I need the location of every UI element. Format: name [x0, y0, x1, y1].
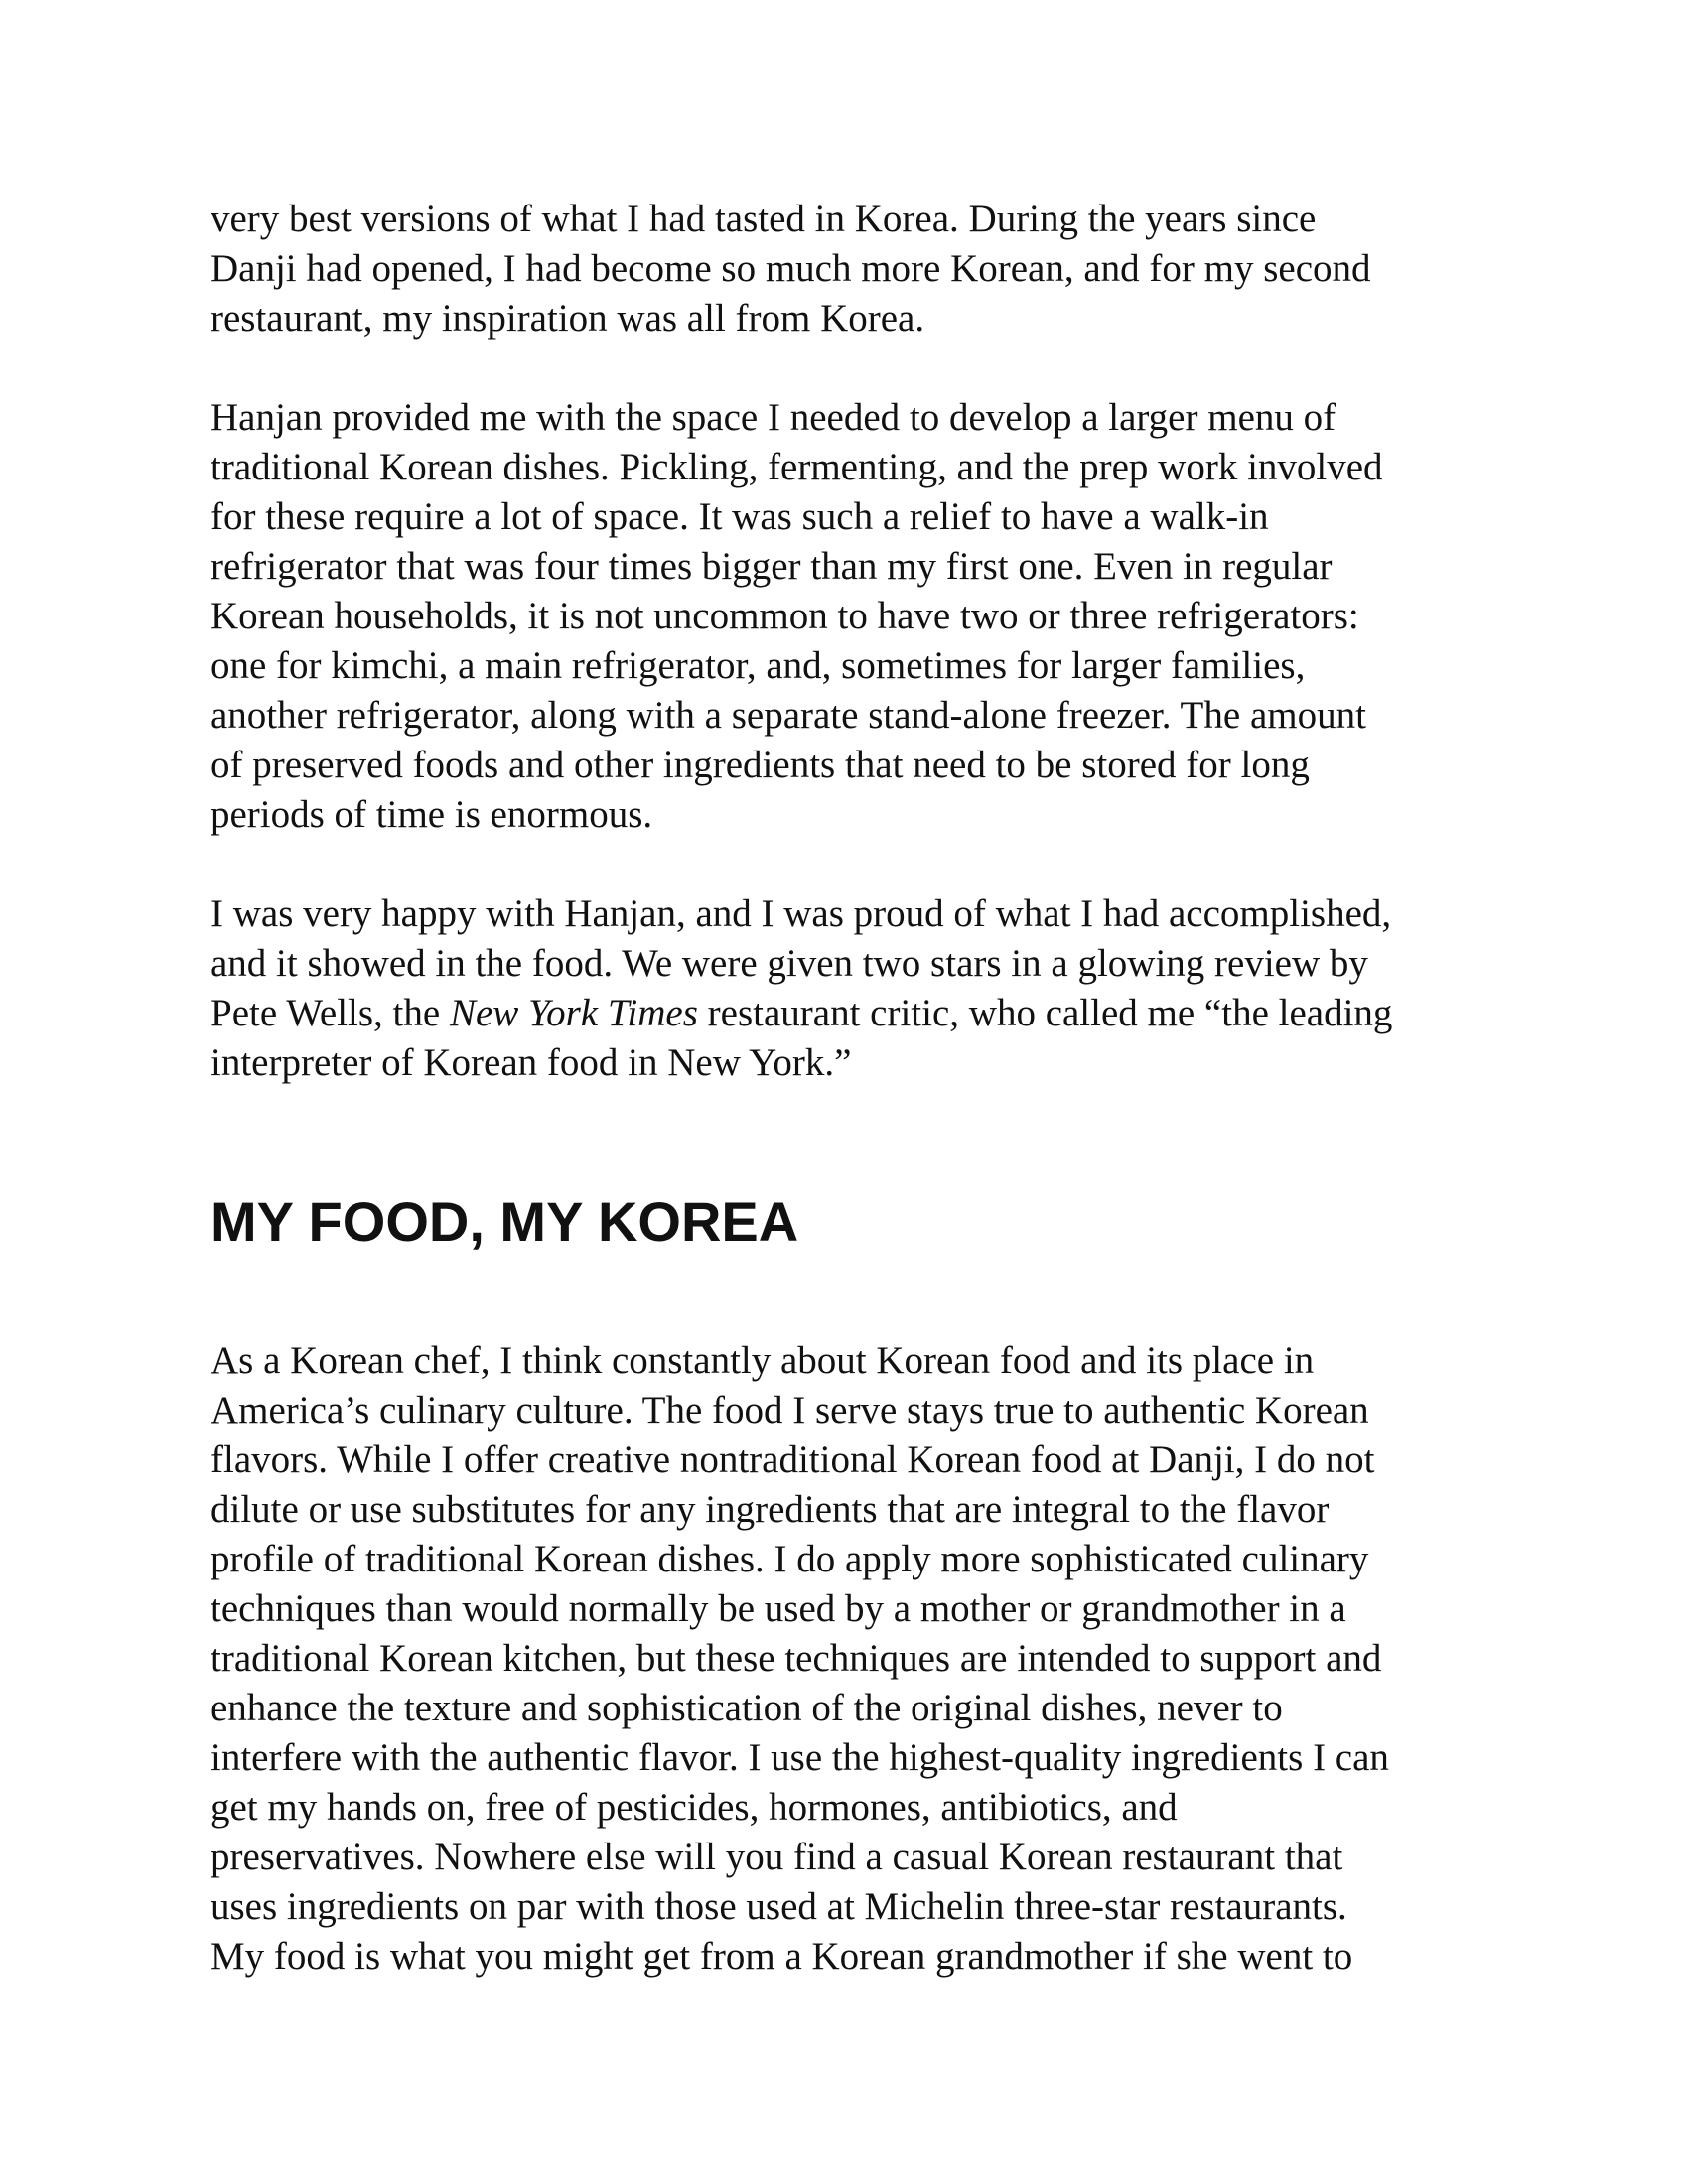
text-line: get my hands on, free of pesticides, hormones, antibiotics, and [211, 1786, 1178, 1829]
paragraph-4 [211, 1336, 1501, 1981]
text-line: for these require a lot of space. It was such a relief to have a walk-in [211, 495, 1269, 538]
paragraph-2 [211, 393, 1501, 840]
text-run: restaurant critic, who called me “the leading [697, 992, 1393, 1034]
page-body [211, 195, 1501, 1981]
text-line: America’s culinary culture. The food I serve stays true to authentic Korean [211, 1389, 1369, 1432]
text-line: interpreter of Korean food in New York.” [211, 1041, 852, 1084]
text-line: interfere with the authentic flavor. I use the highest-quality ingredients I can [211, 1736, 1389, 1779]
publication-title: New York Times [449, 992, 698, 1034]
text-line: Hanjan provided me with the space I needed to develop a larger menu of [211, 396, 1336, 439]
text-line: techniques than would normally be used by a mother or grandmother in a [211, 1587, 1346, 1630]
text-line: enhance the texture and sophistication of the original dishes, never to [211, 1687, 1283, 1729]
text-line: restaurant, my inspiration was all from Korea. [211, 297, 925, 340]
text-line [211, 989, 1501, 1038]
text-line: My food is what you might get from a Korean grandmother if she went to [211, 1935, 1353, 1978]
text-line: uses ingredients on par with those used at Michelin three-star restaurants. [211, 1885, 1347, 1928]
paragraph-1 [211, 195, 1501, 343]
text-line: flavors. While I offer creative nontraditional Korean food at Danji, I do not [211, 1438, 1375, 1481]
section-heading: MY FOOD, MY KOREA [211, 1190, 799, 1253]
text-line: one for kimchi, a main refrigerator, and, sometimes for larger families, [211, 644, 1306, 687]
text-line: I was very happy with Hanjan, and I was proud of what I had accomplished, [211, 892, 1392, 935]
text-line: preservatives. Nowhere else will you find a casual Korean restaurant that [211, 1836, 1343, 1878]
text-line: Korean households, it is not uncommon to have two or three refrigerators: [211, 595, 1359, 637]
text-line: profile of traditional Korean dishes. I do apply more sophisticated culinary [211, 1538, 1369, 1580]
text-line: dilute or use substitutes for any ingredients that are integral to the flavor [211, 1488, 1330, 1531]
text-line: and it showed in the food. We were given two stars in a glowing review by [211, 942, 1368, 985]
text-line: As a Korean chef, I think constantly about Korean food and its place in [211, 1339, 1315, 1382]
text-line: traditional Korean dishes. Pickling, fermenting, and the prep work involved [211, 446, 1383, 488]
text-line: another refrigerator, along with a separate stand-alone freezer. The amount [211, 694, 1366, 737]
text-line: Danji had opened, I had become so much more Korean, and for my second [211, 247, 1371, 290]
text-line: traditional Korean kitchen, but these techniques are intended to support and [211, 1637, 1382, 1680]
text-line: of preserved foods and other ingredients that need to be stored for long [211, 744, 1310, 786]
text-line: periods of time is enormous. [211, 793, 653, 836]
text-run: Pete Wells, the [211, 992, 450, 1034]
text-line: refrigerator that was four times bigger than my first one. Even in regular [211, 545, 1333, 588]
paragraph-3 [211, 889, 1501, 1088]
text-line: very best versions of what I had tasted in Korea. During the years since [211, 198, 1317, 240]
